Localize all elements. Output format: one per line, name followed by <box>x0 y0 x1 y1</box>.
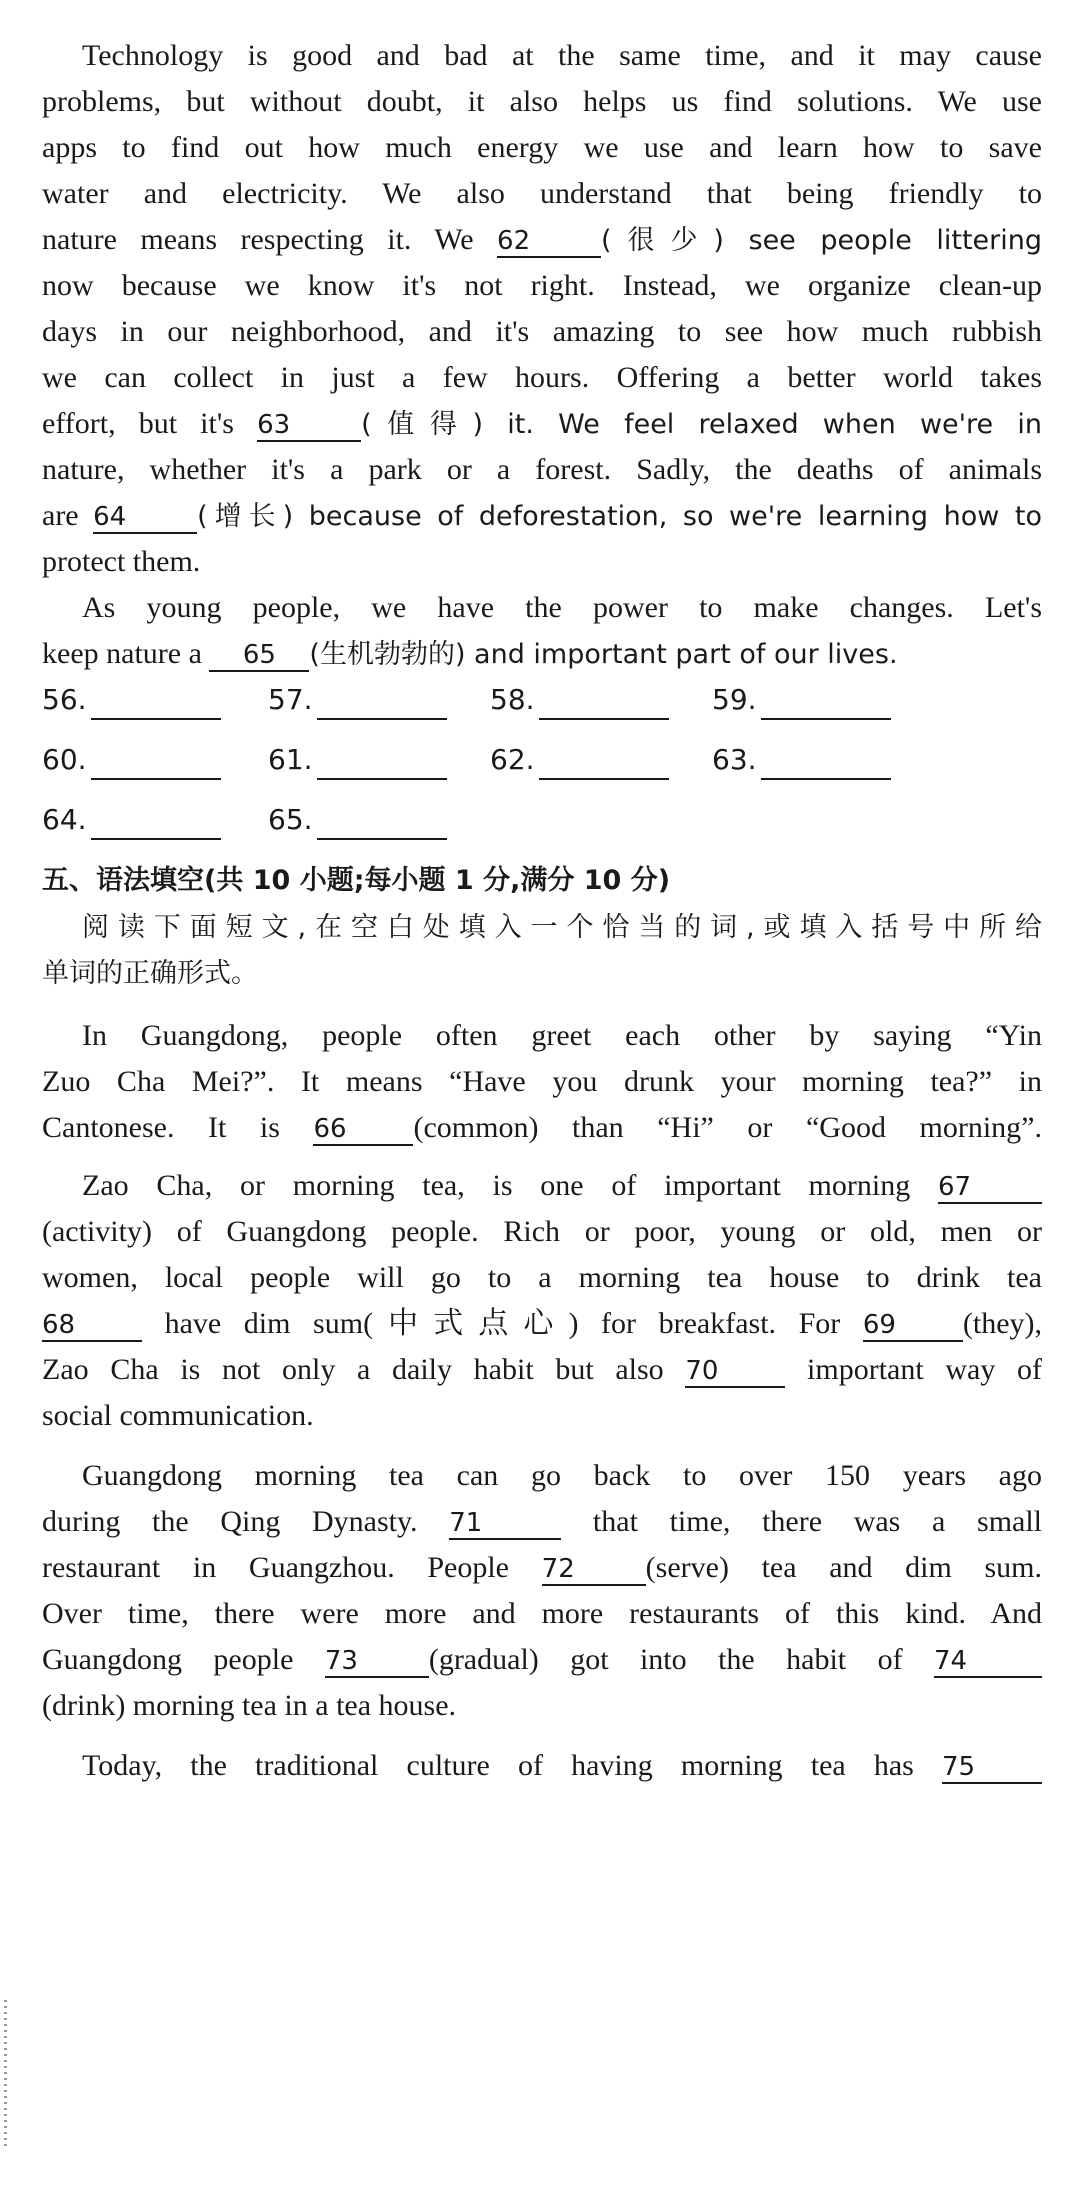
text-line: apps to find out how much energy we use and learn how to save <box>42 131 1042 164</box>
answer-slot[interactable]: 56. <box>42 680 221 720</box>
page-edge-marks <box>4 2000 7 2150</box>
answer-blank-66[interactable]: 66 <box>313 1114 413 1146</box>
answer-slot[interactable]: 61. <box>268 740 447 780</box>
text-line: Technology is good and bad at the same time, and it may cause <box>82 39 1042 72</box>
answer-blank-64[interactable]: 64 <box>93 502 197 534</box>
answer-blank-72[interactable]: 72 <box>542 1554 646 1586</box>
answer-slot[interactable]: 57. <box>268 680 447 720</box>
text-line: social communication. <box>42 1399 314 1432</box>
text-line: Zao Cha is not only a daily habit but also 70 important way of <box>42 1353 1043 1386</box>
answer-slot[interactable]: 65. <box>268 800 447 840</box>
answer-blank-63[interactable]: 63 <box>257 410 361 442</box>
text-line: Guangdong morning tea can go back to over 150 years ago <box>82 1459 1042 1492</box>
text-line: Zao Cha, or morning tea, is one of important morning 67 <box>82 1166 1042 1206</box>
instruction-line: 单词的正确形式。 <box>42 958 258 989</box>
text-line: As young people, we have the power to make changes. Let's <box>82 591 1042 624</box>
answer-blank-71[interactable]: 71 <box>449 1508 561 1540</box>
answer-blank-75[interactable]: 75 <box>942 1752 1042 1784</box>
text-line: during the Qing Dynasty. 71 that time, there was a small <box>42 1505 1043 1538</box>
answer-blank-74[interactable]: 74 <box>934 1646 1042 1678</box>
instruction-line: 阅读下面短文,在空白处填入一个恰当的词,或填入括号中所给 <box>82 912 1042 943</box>
answer-blank-67[interactable]: 67 <box>938 1172 1042 1204</box>
text-line: water and electricity. We also understand that being friendly to <box>42 177 1042 210</box>
text-line: Zuo Cha Mei?”. It means “Have you drunk your morning tea?” in <box>42 1065 1042 1098</box>
answer-blank-73[interactable]: 73 <box>325 1646 429 1678</box>
text-line: protect them. <box>42 545 201 578</box>
text-line: restaurant in Guangzhou. People 72 (serve) tea and dim sum. <box>42 1551 1042 1584</box>
text-line: are 64 (增长) because of deforestation, so we're learning how to <box>42 499 1042 532</box>
text-line: days in our neighborhood, and it's amazing to see how much rubbish <box>42 315 1042 348</box>
answer-blank-62[interactable]: 62 <box>497 226 601 258</box>
answer-slot[interactable]: 63. <box>712 740 891 780</box>
text-line: now because we know it's not right. Instead, we organize clean-up <box>42 269 1042 302</box>
text-line: Today, the traditional culture of having morning tea has 75 <box>82 1746 1042 1786</box>
text-line: (activity) of Guangdong people. Rich or poor, young or old, men or <box>42 1215 1042 1248</box>
text-line: effort, but it's 63 (值得) it. We feel relaxed when we're in <box>42 407 1043 440</box>
text-line: keep nature a 65 (生机勃勃的) and important part of our lives. <box>42 637 898 670</box>
text-line: (drink) morning tea in a tea house. <box>42 1689 457 1722</box>
section-heading: 五、语法填空(共 10 小题;每小题 1 分,满分 10 分) <box>42 865 671 896</box>
answer-slot[interactable]: 59. <box>712 680 891 720</box>
text-line: we can collect in just a few hours. Offering a better world takes <box>42 361 1042 394</box>
answer-slot[interactable]: 58. <box>490 680 669 720</box>
text-line: Over time, there were more and more restaurants of this kind. And <box>42 1597 1042 1630</box>
text-line: 68 have dim sum(中式点心) for breakfast. For 69 (they), <box>42 1307 1043 1340</box>
answer-row <box>42 680 1042 720</box>
answer-blank-70[interactable]: 70 <box>685 1356 785 1388</box>
text-line: Cantonese. It is 66 (common) than “Hi” or “Good morning”. <box>42 1111 1042 1144</box>
answer-row <box>42 800 1042 840</box>
answer-slot[interactable]: 64. <box>42 800 221 840</box>
text-line: women, local people will go to a morning tea house to drink tea <box>42 1261 1042 1294</box>
answer-blank-65[interactable]: 65 <box>209 640 309 672</box>
text-line: problems, but without doubt, it also helps us find solutions. We use <box>42 85 1042 118</box>
text-line: In Guangdong, people often greet each other by saying “Yin <box>82 1019 1042 1052</box>
text-line: Guangdong people 73 (gradual) got into the habit of 74 <box>42 1640 1042 1680</box>
answer-slot[interactable]: 60. <box>42 740 221 780</box>
text-line: nature means respecting it. We 62 (很少) see people littering <box>42 223 1043 256</box>
answer-slot[interactable]: 62. <box>490 740 669 780</box>
answer-blank-68[interactable]: 68 <box>42 1310 142 1342</box>
answer-blank-69[interactable]: 69 <box>863 1310 963 1342</box>
answer-row <box>42 740 1042 780</box>
text-line: nature, whether it's a park or a forest. Sadly, the deaths of animals <box>42 453 1042 486</box>
